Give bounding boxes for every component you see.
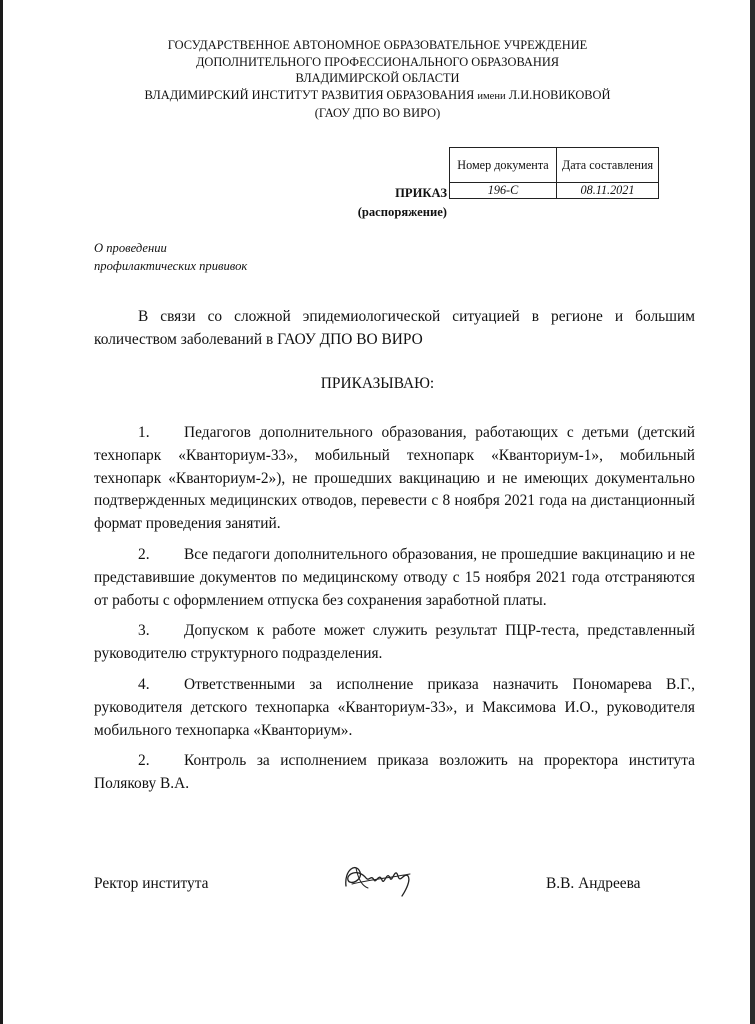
order-item — [94, 620, 695, 666]
doc-type-title: ПРИКАЗ — [395, 186, 447, 200]
header-line-5: (ГАОУ ДПО ВО ВИРО) — [314, 106, 441, 120]
doc-number-header: Номер документа — [450, 148, 557, 183]
header-line-4 — [0, 87, 755, 106]
order-item — [94, 674, 695, 742]
institute-name-person: Л.И.НОВИКОВОЙ — [508, 87, 611, 102]
header-line-3: ВЛАДИМИРСКОЙ ОБЛАСТИ — [295, 71, 460, 85]
document-info-table — [449, 147, 659, 199]
doc-date-value: 08.11.2021 — [557, 183, 659, 199]
doc-date-header: Дата составления — [557, 148, 659, 183]
order-heading: ПРИКАЗЫВАЮ: — [320, 375, 435, 392]
order-item-number: 2. — [138, 752, 150, 770]
handwritten-signature — [338, 856, 420, 900]
order-items-list — [94, 422, 695, 804]
order-item — [94, 422, 695, 536]
doc-number-value: 196-С — [450, 183, 557, 199]
subject-line-2: профилактических прививок — [94, 259, 248, 273]
scan-left-edge — [0, 0, 3, 1024]
signer-name: В.В. Андреева — [546, 875, 641, 892]
preamble-paragraph: В связи со сложной эпидемиологической ситуацией в регионе и большим количеством заболеваний в ГАОУ ДПО ВО ВИРО — [94, 308, 695, 348]
header-line-2: ДОПОЛНИТЕЛЬНОГО ПРОФЕССИОНАЛЬНОГО ОБРАЗОВАНИЯ — [195, 54, 560, 69]
subject-line-1: О проведении — [94, 241, 167, 255]
order-item — [94, 750, 695, 796]
signer-title: Ректор института — [94, 875, 209, 892]
order-item-text: Педагогов дополнительного образования, работающих с детьми (детский технопарк «Кванториум-33», мобильный технопарк «Кванториум-1», мобильный технопарк «Кванториум-2»), не прошедших вакцинацию и не имеющих документально подтвержденных медицинских отводов, перевести с 8 ноября 2021 года на дистанционный формат проведения занятий. — [94, 424, 695, 533]
header-line-1: ГОСУДАРСТВЕННОЕ АВТОНОМНОЕ ОБРАЗОВАТЕЛЬНОЕ УЧРЕЖДЕНИЕ — [167, 38, 588, 52]
organization-header — [0, 37, 755, 122]
institute-name: ВЛАДИМИРСКИЙ ИНСТИТУТ РАЗВИТИЯ ОБРАЗОВАНИЯ — [144, 87, 475, 102]
order-item-text: Допуском к работе может служить результат ПЦР-теста, представленный руководителю структурного подразделения. — [94, 622, 695, 663]
institute-name-imeni: имени — [477, 90, 506, 102]
order-item-number: 4. — [138, 675, 150, 693]
doc-type-subtitle: (распоряжение) — [357, 205, 447, 219]
subject-block — [94, 239, 247, 275]
order-item-text: Контроль за исполнением приказа возложить на проректора института Полякову В.А. — [94, 752, 695, 793]
order-item-text: Все педагоги дополнительного образования, не прошедшие вакцинацию и не представившие документов по медицинскому отводу с 15 ноября 2021 года отстраняются от работы с оформлением отпуска без сохранения заработной платы. — [94, 545, 695, 609]
signature-block — [94, 872, 695, 896]
scan-right-edge — [750, 0, 755, 1024]
order-item — [94, 544, 695, 612]
order-item-text: Ответственными за исполнение приказа назначить Пономарева В.Г., руководителя детского технопарка «Кванториум-33», и Максимова И.О., руководителя мобильного технопарка «Кванториум». — [94, 675, 695, 739]
order-item-number: 1. — [138, 424, 150, 441]
order-item-number: 2. — [138, 545, 150, 563]
order-item-number: 3. — [138, 622, 150, 640]
